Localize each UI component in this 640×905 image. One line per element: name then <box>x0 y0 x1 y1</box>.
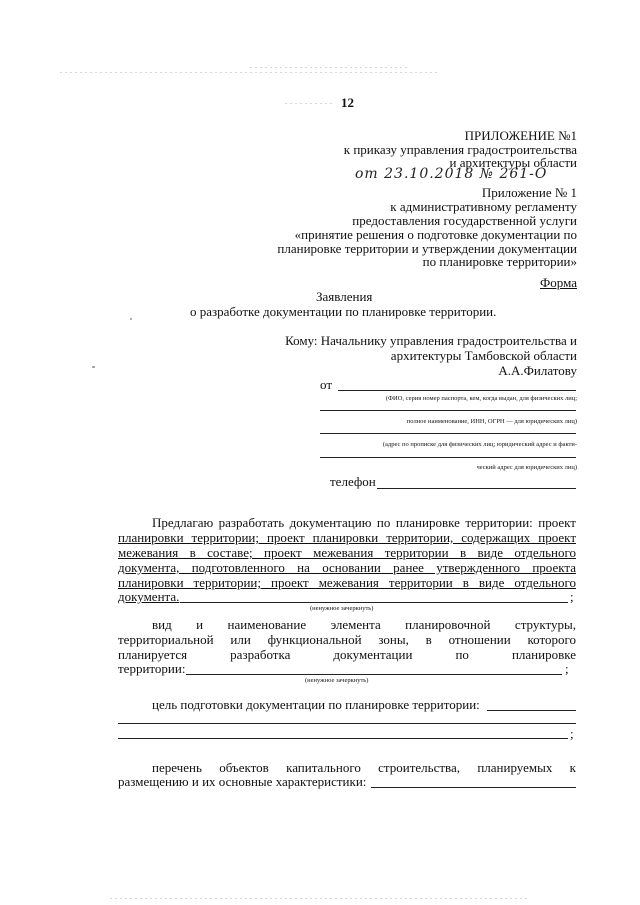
p2-line-2: территориальной или функциональной зоны, в отношении которого <box>118 632 576 647</box>
p4-fill-line[interactable] <box>371 787 576 788</box>
from-hint-2: полное наименование, ИНН, ОГРН — для юридических лиц) <box>406 418 577 425</box>
document-subtitle: о разработке документации по планировке территории. <box>190 304 497 319</box>
from-line[interactable] <box>338 390 576 391</box>
regulation-line2: к административному регламенту <box>390 199 577 214</box>
p1-line-5 <box>118 575 576 590</box>
p1-line-4-text: документа, подготовленного на основании ранее утвержденного проекта <box>118 560 576 575</box>
scan-noise-top-2 <box>250 67 410 68</box>
p2-end: ; <box>565 661 569 676</box>
scan-speck-2 <box>130 318 132 320</box>
p2-line-1: вид и наименование элемента планировочной структуры, <box>152 617 576 632</box>
scan-speck <box>92 366 95 368</box>
scan-noise-top <box>60 72 440 73</box>
regulation-line3: предоставления государственной услуги <box>352 213 577 228</box>
p1-fill-line[interactable] <box>180 602 568 603</box>
phone-label: телефон <box>330 474 376 489</box>
from-line-3[interactable] <box>320 433 576 434</box>
from-hint-3: (адрес по прописке для физических лиц; юридический адрес и факти- <box>382 441 577 448</box>
strike-hint-2: (ненужное зачеркнуть) <box>305 677 369 684</box>
from-label: от <box>320 377 333 392</box>
document-title: Заявления <box>316 289 373 304</box>
addressee-line1: Кому: Начальнику управления градостроительства и <box>285 333 577 348</box>
p1-line-3 <box>118 545 576 560</box>
addressee-line3: А.А.Филатову <box>498 363 577 378</box>
appendix-line2: и архитектуры области <box>449 155 577 170</box>
p3-line: цель подготовки документации по планировке территории: <box>152 697 480 712</box>
handwritten-date: от 23.10.2018 № 261-О <box>355 166 548 182</box>
appendix-title: ПРИЛОЖЕНИЕ №1 <box>464 128 577 143</box>
p3-fill-line-3[interactable] <box>118 738 568 739</box>
regulation-line5: планировке территории и утверждении документации <box>277 241 577 256</box>
scan-noise-bottom <box>110 898 530 899</box>
strike-hint-1: (ненужное зачеркнуть) <box>310 605 374 612</box>
regulation-line4: «принятие решения о подготовке документации по <box>294 227 577 242</box>
from-line-4[interactable] <box>320 457 576 458</box>
from-hint-4: ческий адрес для юридических лиц) <box>476 464 577 471</box>
p3-end: ; <box>570 726 574 741</box>
p3-fill-line-1[interactable] <box>487 710 576 711</box>
p2-line-4: территории: <box>118 661 186 676</box>
p1-line-5-text: планировки территории; проект межевания территории в виде отдельного <box>118 575 576 590</box>
p1-line-4 <box>118 560 576 575</box>
addressee-line2: архитектуры Тамбовской области <box>390 348 577 363</box>
form-label: Форма <box>540 275 577 290</box>
p1-end: ; <box>570 589 574 604</box>
appendix-line1: к приказу управления градостроительства <box>343 142 577 157</box>
from-line-2[interactable] <box>320 410 576 411</box>
phone-line[interactable] <box>377 488 576 489</box>
regulation-line1: Приложение № 1 <box>481 185 577 200</box>
p1-line-2 <box>118 530 576 545</box>
p1-line-6: документа. <box>118 589 180 604</box>
p3-fill-line-2[interactable] <box>118 723 576 724</box>
p1-line-2-text: планировки территории; проект планировки территории, содержащих проект <box>118 530 576 545</box>
regulation-line6: по планировке территории» <box>422 254 577 269</box>
p4-line-2: размещению и их основные характеристики: <box>118 774 367 789</box>
scan-noise-pagenum <box>285 103 335 104</box>
p2-fill-line[interactable] <box>186 674 562 675</box>
p1-line-1: Предлагаю разработать документацию по планировке территории: проект <box>152 515 576 530</box>
from-hint-1: (ФИО, серия номер паспорта, кем, когда выдан, для физических лиц; <box>385 395 577 402</box>
page-number: 12 <box>341 95 354 110</box>
p1-line-3-text: межевания в составе; проект межевания территории в виде отдельного <box>118 545 576 560</box>
p4-line-1: перечень объектов капитального строительства, планируемых к <box>152 760 576 775</box>
p2-line-3: планируется разработка документации по планировке <box>118 647 576 662</box>
